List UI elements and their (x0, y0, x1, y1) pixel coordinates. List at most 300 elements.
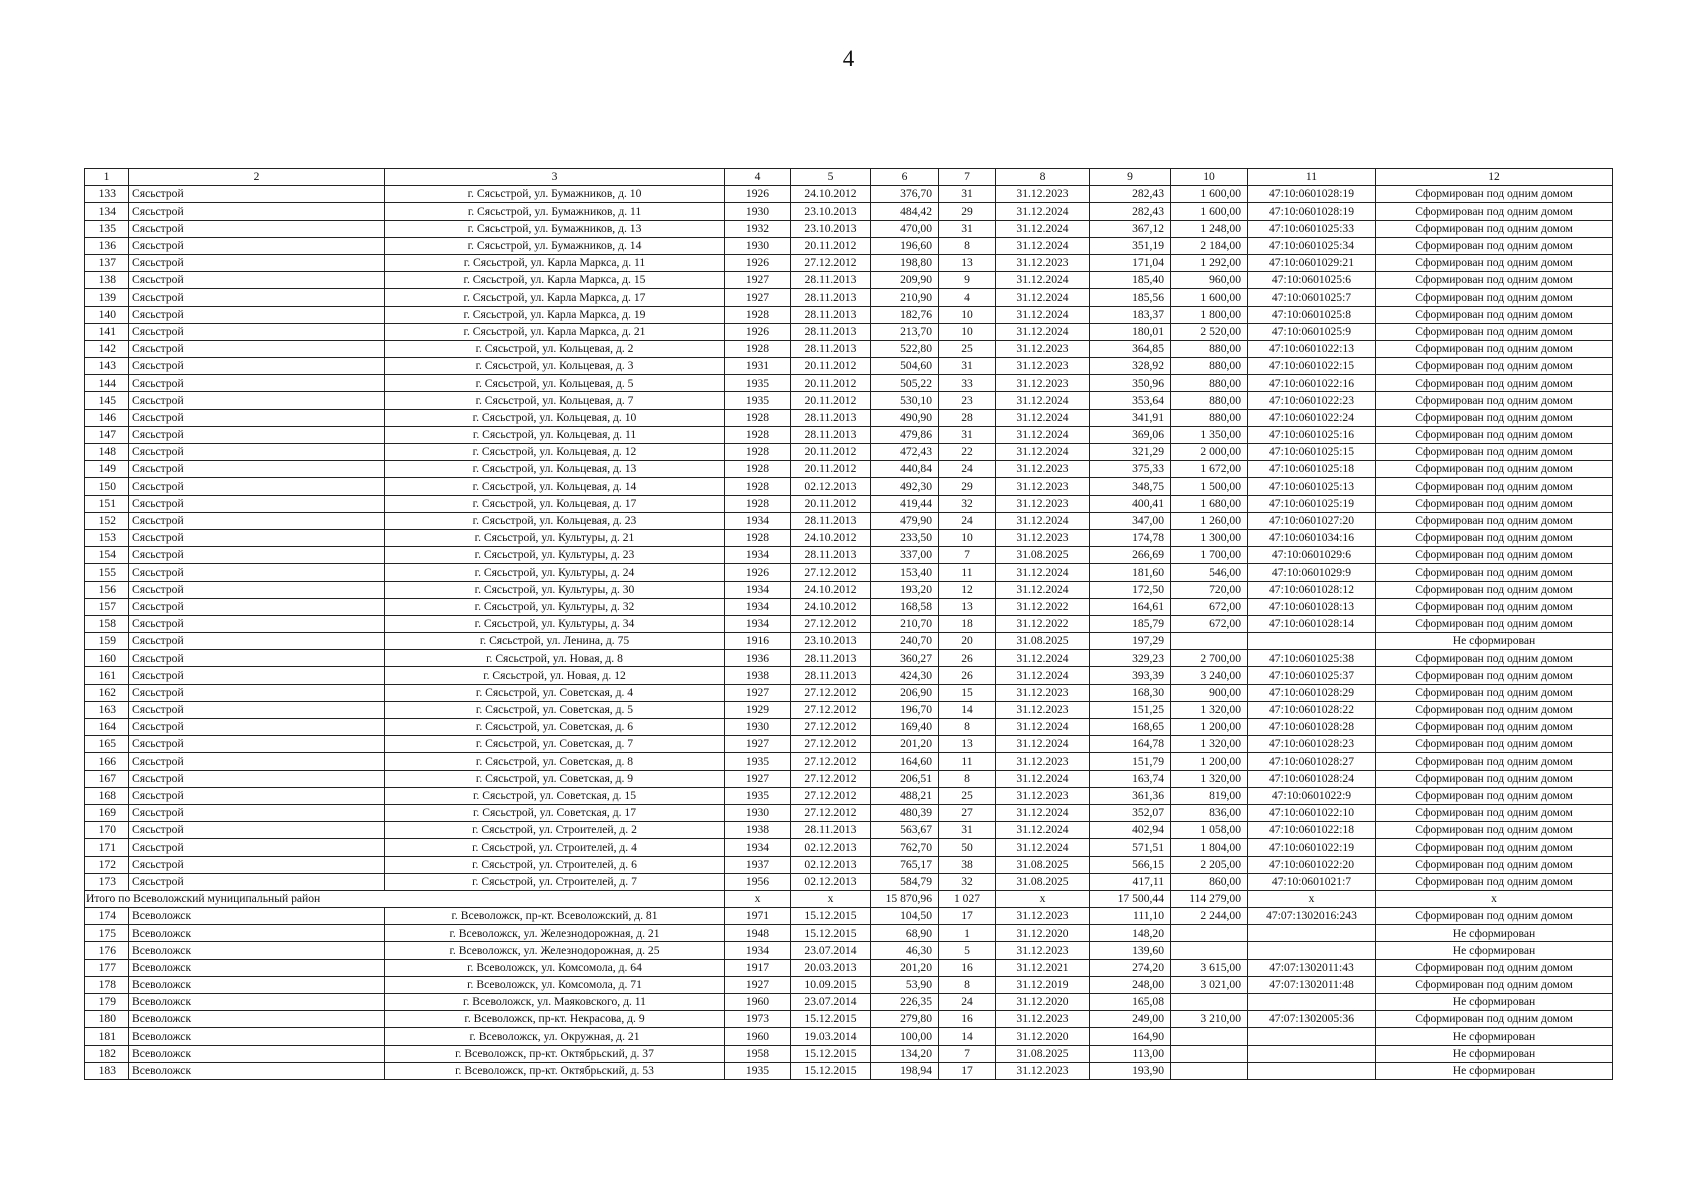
table-cell: 47:10:0601028:24 (1248, 770, 1376, 787)
table-cell: 522,80 (871, 340, 939, 357)
table-cell: Сформирован под одним домом (1376, 787, 1613, 804)
table-cell: 26 (939, 650, 996, 667)
table-cell: г. Всеволожск, пр-кт. Октябрьский, д. 37 (385, 1045, 725, 1062)
table-cell: 1971 (725, 908, 791, 925)
table-row (85, 581, 1613, 598)
table-cell: Сформирован под одним домом (1376, 186, 1613, 203)
table-cell (1248, 1062, 1376, 1079)
table-cell: 140 (85, 306, 129, 323)
table-cell: 16 (939, 1011, 996, 1028)
table-cell (1248, 1045, 1376, 1062)
table-cell: г. Всеволожск, пр-кт. Некрасова, д. 9 (385, 1011, 725, 1028)
table-cell: 1927 (725, 976, 791, 993)
table-cell: 24.10.2012 (791, 186, 871, 203)
table-cell: Всеволожск (129, 908, 385, 925)
table-cell (1171, 925, 1248, 942)
table-cell: Сформирован под одним домом (1376, 323, 1613, 340)
table-row (85, 512, 1613, 529)
table-cell: 20.11.2012 (791, 444, 871, 461)
table-cell: Сформирован под одним домом (1376, 822, 1613, 839)
table-cell: 47:10:0601028:19 (1248, 186, 1376, 203)
table-cell: г. Сясьстрой, ул. Культуры, д. 30 (385, 581, 725, 598)
table-cell: г. Сясьстрой, ул. Кольцевая, д. 14 (385, 478, 725, 495)
table-cell: 488,21 (871, 787, 939, 804)
table-cell: г. Сясьстрой, ул. Бумажников, д. 10 (385, 186, 725, 203)
table-cell: Не сформирован (1376, 1045, 1613, 1062)
table-cell: 151 (85, 495, 129, 512)
table-cell: 1926 (725, 186, 791, 203)
table-cell: 26 (939, 667, 996, 684)
table-cell: 47:10:0601028:19 (1248, 203, 1376, 220)
column-number-row (85, 169, 1613, 186)
table-cell: 9 (939, 272, 996, 289)
table-cell: Всеволожск (129, 994, 385, 1011)
table-cell: г. Сясьстрой, ул. Бумажников, д. 11 (385, 203, 725, 220)
table-body (85, 169, 1613, 1080)
table-cell (1171, 633, 1248, 650)
table-cell: 135 (85, 220, 129, 237)
table-cell: 157 (85, 598, 129, 615)
table-cell: 419,44 (871, 495, 939, 512)
table-cell: 1 260,00 (1171, 512, 1248, 529)
table-cell: 31.12.2023 (996, 684, 1090, 701)
table-row (85, 478, 1613, 495)
table-cell: 18 (939, 615, 996, 632)
table-cell: 02.12.2013 (791, 478, 871, 495)
table-cell: Сясьстрой (129, 203, 385, 220)
table-cell: 198,80 (871, 254, 939, 271)
table-cell: 1932 (725, 220, 791, 237)
table-cell: 23.07.2014 (791, 994, 871, 1011)
table-cell: 138 (85, 272, 129, 289)
table-cell: 31.12.2023 (996, 787, 1090, 804)
table-cell: 172 (85, 856, 129, 873)
table-cell: Сформирован под одним домом (1376, 478, 1613, 495)
table-cell: 279,80 (871, 1011, 939, 1028)
table-cell: 27.12.2012 (791, 254, 871, 271)
table-cell: 1930 (725, 237, 791, 254)
table-cell: 31.12.2024 (996, 581, 1090, 598)
table-cell: 27 (939, 804, 996, 821)
table-cell: 282,43 (1090, 203, 1171, 220)
table-cell: 226,35 (871, 994, 939, 1011)
table-cell: Сформирован под одним домом (1376, 753, 1613, 770)
table-cell: Сясьстрой (129, 461, 385, 478)
column-number-cell: 3 (385, 169, 725, 186)
table-cell: 836,00 (1171, 804, 1248, 821)
table-cell: Сформирован под одним домом (1376, 581, 1613, 598)
table-cell: Сясьстрой (129, 804, 385, 821)
table-cell: 31.12.2023 (996, 701, 1090, 718)
table-cell: Сформирован под одним домом (1376, 719, 1613, 736)
table-cell: Сясьстрой (129, 822, 385, 839)
table-cell: 400,41 (1090, 495, 1171, 512)
table-cell: Сясьстрой (129, 873, 385, 890)
table-cell: Сформирован под одним домом (1376, 976, 1613, 993)
table-cell: 504,60 (871, 358, 939, 375)
table-cell: 24 (939, 994, 996, 1011)
table-cell: 1926 (725, 564, 791, 581)
table-cell: 47:07:1302011:43 (1248, 959, 1376, 976)
table-cell: 1934 (725, 598, 791, 615)
table-cell: 27.12.2012 (791, 719, 871, 736)
table-cell: 47:07:1302011:48 (1248, 976, 1376, 993)
table-cell: 28.11.2013 (791, 822, 871, 839)
table-cell: г. Всеволожск, ул. Комсомола, д. 64 (385, 959, 725, 976)
table-cell (1248, 994, 1376, 1011)
table-cell: 47:10:0601025:37 (1248, 667, 1376, 684)
table-cell: 8 (939, 976, 996, 993)
table-cell: 136 (85, 237, 129, 254)
table-cell: 546,00 (1171, 564, 1248, 581)
table-cell (1171, 1045, 1248, 1062)
table-cell: Всеволожск (129, 976, 385, 993)
table-row (85, 1045, 1613, 1062)
table-cell: 31.12.2020 (996, 925, 1090, 942)
table-cell: 13 (939, 736, 996, 753)
table-cell: Сясьстрой (129, 615, 385, 632)
table-cell: 28.11.2013 (791, 512, 871, 529)
table-row (85, 564, 1613, 581)
table-cell: Сформирован под одним домом (1376, 804, 1613, 821)
table-row (85, 272, 1613, 289)
table-cell: г. Сясьстрой, ул. Кольцевая, д. 12 (385, 444, 725, 461)
table-cell: 282,43 (1090, 186, 1171, 203)
table-cell: г. Сясьстрой, ул. Советская, д. 17 (385, 804, 725, 821)
table-cell: Сясьстрой (129, 272, 385, 289)
table-cell: 31.08.2025 (996, 1045, 1090, 1062)
table-cell: Всеволожск (129, 959, 385, 976)
table-row (85, 1011, 1613, 1028)
table-cell (1248, 1028, 1376, 1045)
table-cell: Сясьстрой (129, 186, 385, 203)
table-cell: 321,29 (1090, 444, 1171, 461)
column-number-cell: 6 (871, 169, 939, 186)
table-cell: 1960 (725, 994, 791, 1011)
table-cell: 15.12.2015 (791, 1045, 871, 1062)
table-cell: г. Сясьстрой, ул. Кольцевая, д. 13 (385, 461, 725, 478)
table-cell: 367,12 (1090, 220, 1171, 237)
table-cell: 860,00 (1171, 873, 1248, 890)
table-cell: 47:07:1302016:243 (1248, 908, 1376, 925)
table-cell: 47:10:0601028:14 (1248, 615, 1376, 632)
table-cell: 4 (939, 289, 996, 306)
table-row (85, 306, 1613, 323)
table-cell: 178 (85, 976, 129, 993)
table-row (85, 186, 1613, 203)
table-cell: 47:10:0601025:18 (1248, 461, 1376, 478)
table-cell: 240,70 (871, 633, 939, 650)
table-cell: 1 800,00 (1171, 306, 1248, 323)
table-cell: 100,00 (871, 1028, 939, 1045)
table-cell: 31.12.2024 (996, 323, 1090, 340)
table-cell: 168,58 (871, 598, 939, 615)
table-cell: 23.10.2013 (791, 220, 871, 237)
table-cell: 880,00 (1171, 340, 1248, 357)
table-cell: 179 (85, 994, 129, 1011)
table-cell: 10 (939, 306, 996, 323)
table-row (85, 908, 1613, 925)
table-cell: 166 (85, 753, 129, 770)
table-cell: 180,01 (1090, 323, 1171, 340)
table-cell: г. Сясьстрой, ул. Карла Маркса, д. 21 (385, 323, 725, 340)
table-cell: 1 300,00 (1171, 529, 1248, 546)
table-cell: 1 200,00 (1171, 753, 1248, 770)
table-cell: 139,60 (1090, 942, 1171, 959)
table-cell: 23.10.2013 (791, 203, 871, 220)
table-row (85, 495, 1613, 512)
table-cell: 248,00 (1090, 976, 1171, 993)
subtotal-cell: x (1376, 890, 1613, 907)
table-cell: Сясьстрой (129, 667, 385, 684)
table-cell: 1930 (725, 719, 791, 736)
table-cell: 165,08 (1090, 994, 1171, 1011)
table-row (85, 959, 1613, 976)
table-row (85, 701, 1613, 718)
table-cell: 351,19 (1090, 237, 1171, 254)
table-row (85, 547, 1613, 564)
table-cell: 196,70 (871, 701, 939, 718)
table-cell: 145 (85, 392, 129, 409)
table-cell: 13 (939, 254, 996, 271)
table-cell: Сформирован под одним домом (1376, 409, 1613, 426)
table-cell: 171 (85, 839, 129, 856)
table-cell: 1928 (725, 340, 791, 357)
table-cell: 02.12.2013 (791, 873, 871, 890)
table-cell: 1928 (725, 478, 791, 495)
table-cell: 20.11.2012 (791, 392, 871, 409)
table-cell: 1928 (725, 495, 791, 512)
table-cell: 31.12.2024 (996, 289, 1090, 306)
table-cell: 53,90 (871, 976, 939, 993)
subtotal-cell: 114 279,00 (1171, 890, 1248, 907)
table-cell: 22 (939, 444, 996, 461)
table-cell: 1935 (725, 392, 791, 409)
table-cell: 566,15 (1090, 856, 1171, 873)
table-cell: 27.12.2012 (791, 736, 871, 753)
table-cell: 530,10 (871, 392, 939, 409)
table-cell: 880,00 (1171, 358, 1248, 375)
table-cell: 1 320,00 (1171, 770, 1248, 787)
table-cell: 2 205,00 (1171, 856, 1248, 873)
table-cell: Сформирован под одним домом (1376, 512, 1613, 529)
table-cell: 31.12.2023 (996, 478, 1090, 495)
table-cell: г. Сясьстрой, ул. Кольцевая, д. 3 (385, 358, 725, 375)
table-row (85, 925, 1613, 942)
table-cell: 8 (939, 719, 996, 736)
table-cell: 1956 (725, 873, 791, 890)
table-cell: г. Сясьстрой, ул. Ленина, д. 75 (385, 633, 725, 650)
table-cell: 1 248,00 (1171, 220, 1248, 237)
table-cell: 1 350,00 (1171, 426, 1248, 443)
table-cell: 1928 (725, 426, 791, 443)
table-cell: Сформирован под одним домом (1376, 272, 1613, 289)
table-cell: 19.03.2014 (791, 1028, 871, 1045)
table-cell: Сформирован под одним домом (1376, 908, 1613, 925)
table-cell: 161 (85, 667, 129, 684)
table-cell: 3 021,00 (1171, 976, 1248, 993)
table-cell: 1 600,00 (1171, 203, 1248, 220)
table-cell: 47:10:0601027:20 (1248, 512, 1376, 529)
table-cell: 185,79 (1090, 615, 1171, 632)
table-cell: Не сформирован (1376, 633, 1613, 650)
table-cell: 31.12.2024 (996, 409, 1090, 426)
table-cell: 193,90 (1090, 1062, 1171, 1079)
table-cell: г. Сясьстрой, ул. Кольцевая, д. 11 (385, 426, 725, 443)
table-cell (1248, 942, 1376, 959)
table-cell: 47:10:0601025:16 (1248, 426, 1376, 443)
table-cell: 1 320,00 (1171, 736, 1248, 753)
table-cell: 144 (85, 375, 129, 392)
subtotal-cell: 15 870,96 (871, 890, 939, 907)
table-cell (1171, 1062, 1248, 1079)
table-row (85, 787, 1613, 804)
table-cell: 1930 (725, 804, 791, 821)
table-cell: 172,50 (1090, 581, 1171, 598)
table-cell: г. Сясьстрой, ул. Строителей, д. 4 (385, 839, 725, 856)
table-cell: 1 600,00 (1171, 289, 1248, 306)
table-cell: 1 680,00 (1171, 495, 1248, 512)
table-cell: 213,70 (871, 323, 939, 340)
table-cell: 152 (85, 512, 129, 529)
table-cell: 31.12.2024 (996, 306, 1090, 323)
subtotal-cell: x (996, 890, 1090, 907)
table-cell: 1934 (725, 942, 791, 959)
table-cell: 134 (85, 203, 129, 220)
table-cell: 960,00 (1171, 272, 1248, 289)
table-cell: 31.12.2023 (996, 340, 1090, 357)
table-cell: 1934 (725, 581, 791, 598)
subtotal-row (85, 890, 1613, 907)
table-row (85, 289, 1613, 306)
table-row (85, 375, 1613, 392)
table-row (85, 392, 1613, 409)
column-number-cell: 9 (1090, 169, 1171, 186)
subtotal-cell: 17 500,44 (1090, 890, 1171, 907)
table-cell: Сформирован под одним домом (1376, 873, 1613, 890)
table-cell: Сформирован под одним домом (1376, 701, 1613, 718)
table-cell: Сформирован под одним домом (1376, 306, 1613, 323)
table-cell: 113,00 (1090, 1045, 1171, 1062)
table-cell: 880,00 (1171, 375, 1248, 392)
table-cell: 139 (85, 289, 129, 306)
table-cell: 424,30 (871, 667, 939, 684)
table-cell: 1973 (725, 1011, 791, 1028)
table-cell: 169,40 (871, 719, 939, 736)
table-cell: Сясьстрой (129, 306, 385, 323)
table-cell: 20.11.2012 (791, 461, 871, 478)
table-cell: Сформирован под одним домом (1376, 444, 1613, 461)
table-cell: 27.12.2012 (791, 564, 871, 581)
table-cell: 3 615,00 (1171, 959, 1248, 976)
table-cell: 33 (939, 375, 996, 392)
table-cell: 164,90 (1090, 1028, 1171, 1045)
table-cell: Сформирован под одним домом (1376, 254, 1613, 271)
table-cell: 1 292,00 (1171, 254, 1248, 271)
table-cell: 20.11.2012 (791, 358, 871, 375)
table-cell: Сясьстрой (129, 237, 385, 254)
table-cell: 1 320,00 (1171, 701, 1248, 718)
table-cell: 47:10:0601029:6 (1248, 547, 1376, 564)
table-cell: 1 600,00 (1171, 186, 1248, 203)
table-cell (1171, 994, 1248, 1011)
table-cell: 1938 (725, 667, 791, 684)
table-cell: 31.12.2022 (996, 598, 1090, 615)
table-cell: 47:10:0601028:22 (1248, 701, 1376, 718)
table-cell: 31.12.2020 (996, 994, 1090, 1011)
table-cell: 47:10:0601022:23 (1248, 392, 1376, 409)
table-cell: 147 (85, 426, 129, 443)
table-cell: 1926 (725, 323, 791, 340)
table-cell: 31.12.2024 (996, 512, 1090, 529)
table-cell: 2 244,00 (1171, 908, 1248, 925)
column-number-cell: 1 (85, 169, 129, 186)
table-cell: Сясьстрой (129, 684, 385, 701)
table-cell: 151,25 (1090, 701, 1171, 718)
table-cell: г. Сясьстрой, ул. Кольцевая, д. 7 (385, 392, 725, 409)
table-cell: 762,70 (871, 839, 939, 856)
table-cell: 47:10:0601025:7 (1248, 289, 1376, 306)
table-row (85, 426, 1613, 443)
table-cell: 1 058,00 (1171, 822, 1248, 839)
table-cell: г. Сясьстрой, ул. Культуры, д. 21 (385, 529, 725, 546)
table-row (85, 254, 1613, 271)
table-cell: 47:10:0601029:9 (1248, 564, 1376, 581)
table-cell: Сформирован под одним домом (1376, 426, 1613, 443)
table-cell: Всеволожск (129, 1062, 385, 1079)
table-cell: 1935 (725, 1062, 791, 1079)
table-cell: Сформирован под одним домом (1376, 736, 1613, 753)
table-cell: 563,67 (871, 822, 939, 839)
subtotal-cell: x (1248, 890, 1376, 907)
table-row (85, 1028, 1613, 1045)
table-cell: Сформирован под одним домом (1376, 340, 1613, 357)
table-cell: Сясьстрой (129, 478, 385, 495)
table-cell: 479,86 (871, 426, 939, 443)
table-cell: 369,06 (1090, 426, 1171, 443)
table-row (85, 822, 1613, 839)
table-cell: Сясьстрой (129, 581, 385, 598)
table-cell: г. Сясьстрой, ул. Советская, д. 5 (385, 701, 725, 718)
table-cell: 249,00 (1090, 1011, 1171, 1028)
table-cell: 185,40 (1090, 272, 1171, 289)
table-cell (1171, 1028, 1248, 1045)
table-cell: 393,39 (1090, 667, 1171, 684)
table-cell: 480,39 (871, 804, 939, 821)
table-cell: 31.08.2025 (996, 547, 1090, 564)
table-cell: Сформирован под одним домом (1376, 1011, 1613, 1028)
table-cell: 149 (85, 461, 129, 478)
table-cell: 31.12.2023 (996, 186, 1090, 203)
table-cell: 233,50 (871, 529, 939, 546)
table-cell: 17 (939, 908, 996, 925)
table-cell: г. Сясьстрой, ул. Карла Маркса, д. 11 (385, 254, 725, 271)
table-cell: 1 672,00 (1171, 461, 1248, 478)
table-row (85, 1062, 1613, 1079)
table-cell: 15.12.2015 (791, 925, 871, 942)
table-cell: 47:10:0601029:21 (1248, 254, 1376, 271)
table-cell: г. Всеволожск, пр-кт. Октябрьский, д. 53 (385, 1062, 725, 1079)
table-cell: 27.12.2012 (791, 701, 871, 718)
table-cell: г. Сясьстрой, ул. Новая, д. 8 (385, 650, 725, 667)
table-cell: 47:10:0601022:10 (1248, 804, 1376, 821)
table-row (85, 203, 1613, 220)
table-cell: 14 (939, 1028, 996, 1045)
table-cell: 31.12.2024 (996, 736, 1090, 753)
table-cell: 490,90 (871, 409, 939, 426)
table-cell: г. Сясьстрой, ул. Культуры, д. 32 (385, 598, 725, 615)
table-cell: 28.11.2013 (791, 340, 871, 357)
